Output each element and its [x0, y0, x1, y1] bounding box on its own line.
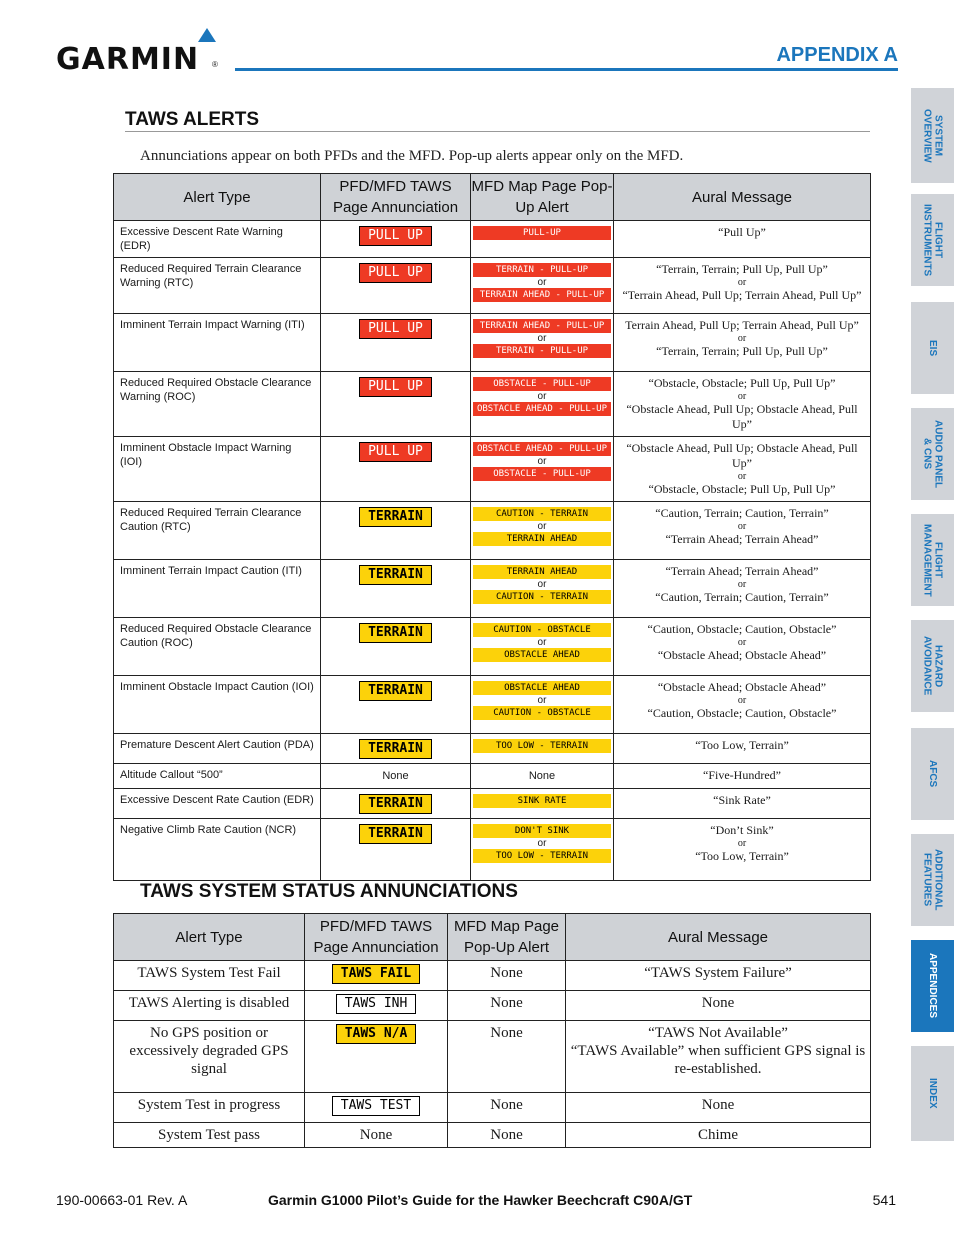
annunciation-badge: PULL UP	[359, 377, 432, 397]
aural-message-text: “Caution, Terrain; Caution, Terrain”	[655, 590, 829, 604]
or-separator: or	[537, 521, 547, 532]
footer-title: Garmin G1000 Pilot’s Guide for the Hawker Beechcraft C90A/GT	[268, 1192, 693, 1208]
table-row	[114, 991, 871, 1021]
status-annunciation-cell: None	[305, 1123, 448, 1148]
annunciation-badge: TERRAIN	[359, 565, 432, 585]
or-separator: or	[537, 333, 547, 344]
aural-message-cell	[614, 258, 871, 314]
aural-message-text: “Terrain, Terrain; Pull Up, Pull Up”	[656, 262, 828, 276]
aural-message-text: “Don’t Sink”	[710, 823, 774, 837]
status-header-annunciation: PFD/MFD TAWS Page Annunciation	[305, 914, 448, 961]
side-tab-index[interactable]: INDEX	[911, 1046, 954, 1141]
popup-alert-badge: PULL-UP	[473, 226, 611, 240]
logo-text: GARMIN	[56, 42, 200, 77]
popup-alert-cell	[471, 560, 614, 618]
annunciation-cell	[321, 618, 471, 676]
side-tab-hazard-avoidance[interactable]: HAZARD AVOIDANCE	[911, 620, 954, 712]
status-alert-type-cell: TAWS System Test Fail	[114, 961, 305, 991]
popup-alert-cell	[471, 221, 614, 258]
or-separator: or	[537, 391, 547, 402]
or-separator: or	[537, 579, 547, 590]
or-separator: or	[537, 838, 547, 849]
popup-alert-badge: CAUTION - OBSTACLE	[473, 706, 611, 720]
or-separator: or	[737, 838, 747, 849]
popup-alert-badge: CAUTION - OBSTACLE	[473, 623, 611, 637]
aural-message-text: Terrain Ahead, Pull Up; Terrain Ahead, Pull Up”	[625, 318, 859, 332]
side-tab-appendices[interactable]: APPENDICES	[911, 940, 954, 1032]
popup-alert-cell	[471, 437, 614, 502]
aural-message-text: “Too Low, Terrain”	[695, 738, 789, 752]
popup-alert-badge: TERRAIN AHEAD - PULL-UP	[473, 288, 611, 302]
popup-alert-cell: None	[471, 764, 614, 789]
table-row	[114, 1123, 871, 1148]
annunciation-cell	[321, 437, 471, 502]
popup-alert-cell	[471, 502, 614, 560]
aural-message-cell	[614, 314, 871, 372]
alert-type-cell: Premature Descent Alert Caution (PDA)	[114, 734, 321, 764]
popup-alert-cell	[471, 819, 614, 881]
status-alert-type-cell: No GPS position or excessively degraded GPS signal	[114, 1021, 305, 1093]
annunciation-badge: PULL UP	[359, 226, 432, 246]
aural-message-text: “Terrain Ahead, Pull Up; Terrain Ahead, Pull Up”	[622, 288, 862, 302]
status-aural-text: “TAWS Available” when sufficient GPS signal is re-established.	[570, 1043, 866, 1077]
annunciation-cell	[321, 221, 471, 258]
annunciation-badge: TERRAIN	[359, 824, 432, 844]
popup-alert-badge: OBSTACLE AHEAD - PULL-UP	[473, 402, 611, 416]
annunciation-cell	[321, 789, 471, 819]
status-aural-cell	[566, 1021, 871, 1093]
table-row	[114, 437, 871, 502]
status-aural-text: None	[701, 995, 735, 1011]
popup-alert-cell	[471, 734, 614, 764]
aural-message-text: “Terrain Ahead; Terrain Ahead”	[665, 532, 819, 546]
taws-alerts-table	[113, 173, 871, 881]
aural-message-text: “Obstacle Ahead, Pull Up; Obstacle Ahead, Pull Up”	[626, 402, 858, 431]
popup-alert-cell	[471, 789, 614, 819]
popup-alert-badge: OBSTACLE - PULL-UP	[473, 377, 611, 391]
status-header-alert-type: Alert Type	[114, 914, 305, 961]
annunciation-badge: PULL UP	[359, 263, 432, 283]
popup-alert-badge: DON'T SINK	[473, 824, 611, 838]
table-row	[114, 676, 871, 734]
annunciation-cell	[321, 734, 471, 764]
table-row	[114, 789, 871, 819]
popup-alert-badge: OBSTACLE AHEAD	[473, 681, 611, 695]
aural-message-text: “Obstacle Ahead; Obstacle Ahead”	[657, 680, 827, 694]
table-row	[114, 819, 871, 881]
alert-type-cell: Altitude Callout “500”	[114, 764, 321, 789]
status-annunciation-badge: TAWS INH	[336, 994, 417, 1014]
status-annunciation-badge: TAWS TEST	[332, 1096, 420, 1116]
alert-type-cell: Negative Climb Rate Caution (NCR)	[114, 819, 321, 881]
status-aural-text: “TAWS Not Available”	[648, 1025, 788, 1041]
popup-alert-badge: TERRAIN - PULL-UP	[473, 344, 611, 358]
popup-alert-badge: TERRAIN AHEAD	[473, 532, 611, 546]
annunciation-cell: None	[321, 764, 471, 789]
status-header-aural-message: Aural Message	[566, 914, 871, 961]
alert-type-cell: Reduced Required Obstacle Clearance Warning (ROC)	[114, 372, 321, 437]
aural-message-text: “Caution, Obstacle; Caution, Obstacle”	[647, 622, 837, 636]
taws-status-table	[113, 913, 871, 1148]
taws-alerts-header-row	[114, 174, 871, 221]
status-annunciation-badge: TAWS FAIL	[332, 964, 420, 984]
annunciation-cell	[321, 502, 471, 560]
header-annunciation: PFD/MFD TAWS Page Annunciation	[321, 174, 471, 221]
footer-document-number: 190-00663-01 Rev. A	[56, 1192, 188, 1208]
alert-type-cell: Imminent Obstacle Impact Warning (IOI)	[114, 437, 321, 502]
popup-alert-badge: OBSTACLE AHEAD	[473, 648, 611, 662]
header-rule	[235, 68, 898, 71]
status-annunciation-cell	[305, 991, 448, 1021]
popup-alert-badge: TERRAIN - PULL-UP	[473, 263, 611, 277]
aural-message-cell	[614, 221, 871, 258]
or-separator: or	[737, 333, 747, 344]
or-separator: or	[537, 456, 547, 467]
aural-message-text: “Five-Hundred”	[703, 768, 781, 782]
popup-alert-cell	[471, 314, 614, 372]
taws-alerts-title: TAWS ALERTS	[125, 109, 260, 130]
annunciation-badge: TERRAIN	[359, 739, 432, 759]
aural-message-cell	[614, 789, 871, 819]
popup-alert-badge: TERRAIN AHEAD - PULL-UP	[473, 319, 611, 333]
table-row	[114, 221, 871, 258]
table-row	[114, 734, 871, 764]
alert-type-cell: Excessive Descent Rate Warning (EDR)	[114, 221, 321, 258]
status-aural-cell	[566, 1123, 871, 1148]
popup-alert-cell	[471, 676, 614, 734]
aural-message-text: “Obstacle, Obstacle; Pull Up, Pull Up”	[648, 376, 836, 390]
aural-message-text: “Obstacle, Obstacle; Pull Up, Pull Up”	[648, 482, 836, 496]
status-annunciation-badge: TAWS N/A	[336, 1024, 417, 1044]
popup-alert-badge: OBSTACLE - PULL-UP	[473, 467, 611, 481]
or-separator: or	[737, 277, 747, 288]
logo-triangle-icon	[198, 28, 216, 42]
status-aural-cell	[566, 961, 871, 991]
annunciation-badge: TERRAIN	[359, 681, 432, 701]
aural-message-text: “Terrain, Terrain; Pull Up, Pull Up”	[656, 344, 828, 358]
alert-type-cell: Reduced Required Obstacle Clearance Caution (ROC)	[114, 618, 321, 676]
status-popup-cell: None	[448, 1021, 566, 1093]
header-popup-alert: MFD Map Page Pop-Up Alert	[471, 174, 614, 221]
or-separator: or	[737, 695, 747, 706]
aural-message-cell	[614, 372, 871, 437]
aural-message-cell	[614, 502, 871, 560]
table-row	[114, 502, 871, 560]
aural-message-cell	[614, 676, 871, 734]
side-tab-flight-management[interactable]: FLIGHT MANAGEMENT	[911, 514, 954, 606]
alert-type-cell: Imminent Obstacle Impact Caution (IOI)	[114, 676, 321, 734]
or-separator: or	[737, 391, 747, 402]
or-separator: or	[537, 637, 547, 648]
table-row	[114, 961, 871, 991]
side-tab-system-overview[interactable]: SYSTEM OVERVIEW	[911, 88, 954, 183]
aural-message-cell	[614, 734, 871, 764]
table-row	[114, 618, 871, 676]
aural-message-cell	[614, 764, 871, 789]
annunciation-badge: TERRAIN	[359, 507, 432, 527]
status-popup-cell: None	[448, 1123, 566, 1148]
annunciation-cell	[321, 819, 471, 881]
table-row	[114, 1021, 871, 1093]
header-aural-message: Aural Message	[614, 174, 871, 221]
table-row	[114, 258, 871, 314]
annunciation-badge: TERRAIN	[359, 794, 432, 814]
status-aural-text: Chime	[698, 1127, 738, 1143]
table-row	[114, 560, 871, 618]
status-popup-cell: None	[448, 991, 566, 1021]
section-rule	[125, 131, 870, 132]
annunciation-cell	[321, 676, 471, 734]
alert-type-cell: Reduced Required Terrain Clearance Caution (RTC)	[114, 502, 321, 560]
popup-alert-badge: OBSTACLE AHEAD - PULL-UP	[473, 442, 611, 456]
taws-alerts-intro: Annunciations appear on both PFDs and the MFD. Pop-up alerts appear only on the MFD.	[140, 148, 684, 164]
aural-message-text: “Obstacle Ahead; Obstacle Ahead”	[657, 648, 827, 662]
aural-message-text: “Caution, Obstacle; Caution, Obstacle”	[647, 706, 837, 720]
popup-alert-badge: TOO LOW - TERRAIN	[473, 849, 611, 863]
popup-alert-badge: CAUTION - TERRAIN	[473, 590, 611, 604]
logo-registered-mark: ®	[212, 60, 218, 69]
annunciation-cell	[321, 314, 471, 372]
or-separator: or	[537, 277, 547, 288]
table-row	[114, 1093, 871, 1123]
aural-message-cell	[614, 819, 871, 881]
aural-message-text: “Sink Rate”	[713, 793, 771, 807]
taws-status-header-row	[114, 914, 871, 961]
annunciation-badge: PULL UP	[359, 319, 432, 339]
aural-message-cell	[614, 560, 871, 618]
aural-message-text: “Obstacle Ahead, Pull Up; Obstacle Ahead, Pull Up”	[626, 441, 858, 470]
alert-type-cell: Excessive Descent Rate Caution (EDR)	[114, 789, 321, 819]
side-tab-audio-panel[interactable]: AUDIO PANEL & CNS	[911, 408, 954, 500]
status-alert-type-cell: TAWS Alerting is disabled	[114, 991, 305, 1021]
aural-message-text: “Pull Up”	[718, 225, 766, 239]
or-separator: or	[737, 579, 747, 590]
or-separator: or	[737, 521, 747, 532]
popup-alert-cell	[471, 372, 614, 437]
annunciation-badge: PULL UP	[359, 442, 432, 462]
status-popup-cell: None	[448, 1093, 566, 1123]
status-annunciation-cell	[305, 1021, 448, 1093]
header-alert-type: Alert Type	[114, 174, 321, 221]
taws-status-body	[114, 961, 871, 1148]
side-tab-afcs[interactable]: AFCS	[911, 728, 954, 820]
annunciation-cell	[321, 372, 471, 437]
side-tab-additional-features[interactable]: ADDITIONAL FEATURES	[911, 834, 954, 926]
taws-status-title: TAWS SYSTEM STATUS ANNUNCIATIONS	[140, 881, 518, 902]
status-popup-cell: None	[448, 961, 566, 991]
status-annunciation-cell	[305, 1093, 448, 1123]
alert-type-cell: Imminent Terrain Impact Warning (ITI)	[114, 314, 321, 372]
annunciation-cell	[321, 560, 471, 618]
table-row	[114, 372, 871, 437]
taws-alerts-body	[114, 221, 871, 881]
status-alert-type-cell: System Test pass	[114, 1123, 305, 1148]
or-separator: or	[737, 637, 747, 648]
appendix-title: APPENDIX A	[776, 44, 898, 66]
or-separator: or	[737, 471, 747, 482]
table-row	[114, 764, 871, 789]
status-aural-text: None	[701, 1097, 735, 1113]
alert-type-cell: Imminent Terrain Impact Caution (ITI)	[114, 560, 321, 618]
aural-message-cell	[614, 618, 871, 676]
popup-alert-cell	[471, 618, 614, 676]
aural-message-text: “Caution, Terrain; Caution, Terrain”	[655, 506, 829, 520]
garmin-logo	[56, 28, 221, 76]
aural-message-text: “Terrain Ahead; Terrain Ahead”	[665, 564, 819, 578]
popup-alert-badge: TOO LOW - TERRAIN	[473, 739, 611, 753]
popup-alert-badge: TERRAIN AHEAD	[473, 565, 611, 579]
status-aural-cell	[566, 991, 871, 1021]
or-separator: or	[537, 695, 547, 706]
popup-alert-badge: SINK RATE	[473, 794, 611, 808]
status-header-popup-alert: MFD Map Page Pop-Up Alert	[448, 914, 566, 961]
status-aural-cell	[566, 1093, 871, 1123]
side-tab-eis[interactable]: EIS	[911, 302, 954, 394]
popup-alert-cell	[471, 258, 614, 314]
alert-type-cell: Reduced Required Terrain Clearance Warning (RTC)	[114, 258, 321, 314]
status-aural-text: “TAWS System Failure”	[644, 965, 792, 981]
table-row	[114, 314, 871, 372]
aural-message-cell	[614, 437, 871, 502]
annunciation-badge: TERRAIN	[359, 623, 432, 643]
status-annunciation-cell	[305, 961, 448, 991]
aural-message-text: “Too Low, Terrain”	[695, 849, 789, 863]
status-alert-type-cell: System Test in progress	[114, 1093, 305, 1123]
footer-page-number: 541	[872, 1192, 896, 1208]
annunciation-cell	[321, 258, 471, 314]
side-tab-flight-instruments[interactable]: FLIGHT INSTRUMENTS	[911, 194, 954, 286]
popup-alert-badge: CAUTION - TERRAIN	[473, 507, 611, 521]
